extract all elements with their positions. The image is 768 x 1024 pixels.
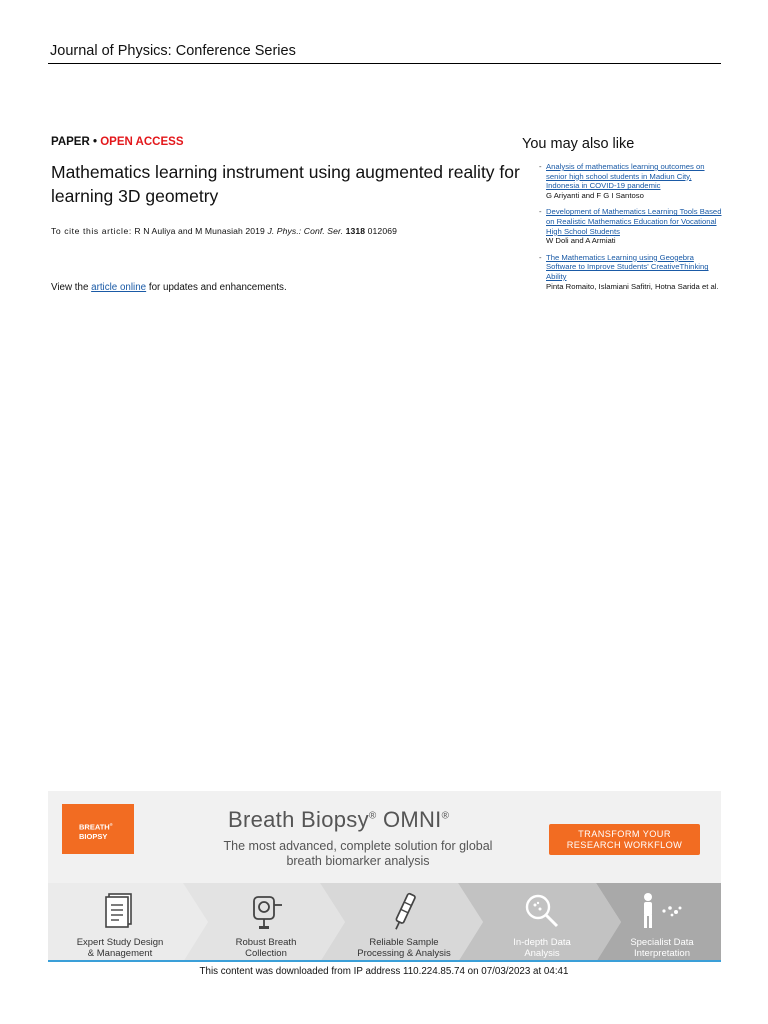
- ad-headline: Breath Biopsy® OMNI®: [228, 807, 450, 832]
- step-breath-collection: [191, 883, 341, 962]
- related-link[interactable]: Development of Mathematics Learning Tools Based on Realistic Mathematics Education for Vocational High School Students: [546, 207, 722, 236]
- related-item: - Analysis of mathematics learning outcomes on senior high school students in Madiun City, Indonesia in COVID-19 pandemic G Ariyanti and F G I Santoso: [539, 162, 705, 200]
- paper-label: PAPER: [51, 136, 90, 148]
- related-authors: G Ariyanti and F G I Santoso: [546, 190, 644, 200]
- view-online-line: [51, 282, 287, 293]
- download-notice: This content was downloaded from IP address 110.224.85.74 on 07/03/2023 at 04:41: [199, 966, 569, 977]
- cite-authors: R N Auliya and M Munasiah 2019: [131, 226, 268, 236]
- related-authors: Pinta Romaito, Islamiani Safitri, Hotna Sarida et al.: [546, 281, 719, 291]
- sample-tube-icon: [387, 891, 421, 933]
- advertisement-banner[interactable]: [48, 791, 721, 962]
- view-suffix: for updates and enhancements.: [146, 282, 287, 293]
- person-data-icon: [638, 891, 686, 931]
- magnifier-icon: [522, 891, 562, 931]
- view-prefix: View the: [51, 282, 92, 293]
- related-list: [539, 162, 724, 298]
- cite-number: 012069: [365, 226, 397, 236]
- transform-workflow-button[interactable]: TRANSFORM YOUR RESEARCH WORKFLOW: [549, 824, 700, 855]
- step-label: Expert Study Design & Management: [76, 937, 164, 959]
- article-title: Mathematics learning instrument using augmented reality for learning 3D geometry: [51, 162, 520, 206]
- citation-line: [51, 226, 397, 236]
- step-label: Reliable Sample Processing & Analysis: [357, 937, 451, 959]
- cite-label: To cite this article:: [51, 226, 132, 236]
- related-authors: W Doli and A Armiati: [546, 236, 616, 246]
- ad-bottom-bar: [48, 960, 721, 962]
- step-sample-processing: [329, 883, 479, 962]
- cite-journal: J. Phys.: Conf. Ser.: [267, 226, 344, 236]
- related-link[interactable]: Analysis of mathematics learning outcomes on senior high school students in Madiun City, Indonesia in COVID-19 pandemic: [546, 162, 705, 191]
- ad-subheadline: The most advanced, complete solution for global breath biomarker analysis: [223, 839, 493, 868]
- related-heading: You may also like: [522, 136, 635, 152]
- related-link[interactable]: The Mathematics Learning using Geogebra Software to Improve Students' CreativeThinking Ability: [546, 252, 709, 281]
- step-interpretation: [587, 883, 721, 962]
- open-access-label: OPEN ACCESS: [100, 136, 184, 148]
- step-label: Robust Breath Collection: [235, 937, 297, 959]
- breath-mask-icon: [246, 891, 286, 931]
- breath-biopsy-logo: BREATH® BIOPSY: [62, 804, 134, 854]
- document-icon: [103, 891, 137, 931]
- related-item: - The Mathematics Learning using Geogebra Software to Improve Students' CreativeThinking Ability Pinta Romaito, Islamiani Safitri, Hotna Sarida et al.: [539, 252, 719, 291]
- header-rule: [48, 63, 721, 64]
- journal-name: Journal of Physics: Conference Series: [50, 43, 296, 59]
- article-online-link[interactable]: article online: [91, 282, 147, 293]
- step-label: Specialist Data Interpretation: [630, 937, 694, 959]
- paper-type-line: [51, 136, 184, 148]
- related-item: - Development of Mathematics Learning Tools Based on Realistic Mathematics Education for Vocational High School Students W Doli and A Armiati: [539, 207, 722, 246]
- step-study-design: [48, 883, 195, 962]
- process-steps: [48, 883, 721, 962]
- cite-volume: 1318: [345, 226, 366, 236]
- paper-separator: •: [89, 136, 101, 148]
- step-label: In-depth Data Analysis: [513, 937, 571, 959]
